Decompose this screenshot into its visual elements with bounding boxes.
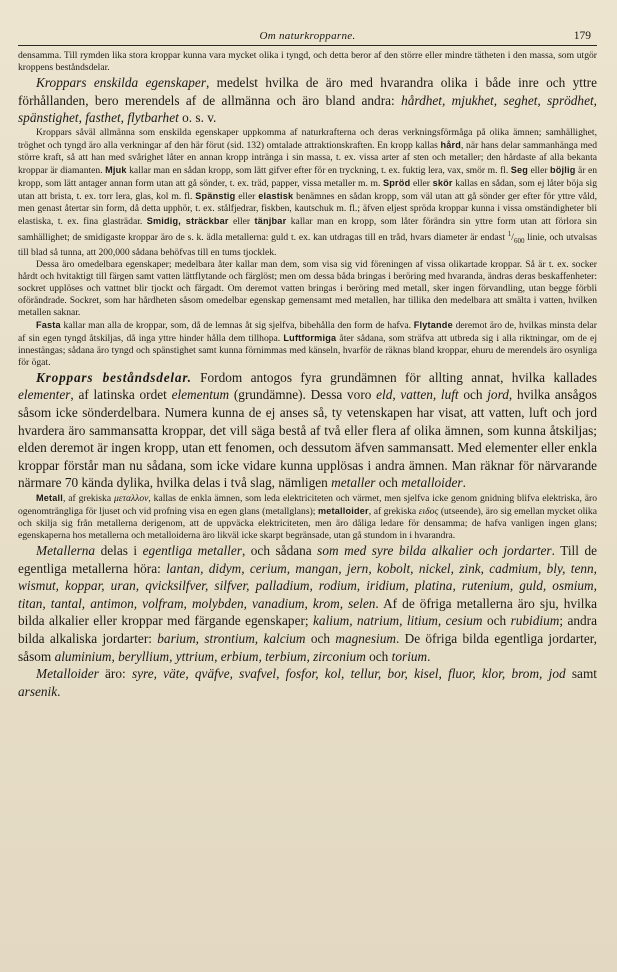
spaced-term: Smidig, sträckbar	[146, 215, 229, 226]
text-run: .	[427, 648, 431, 664]
text-run: . Till de egentliga metallerna höra:	[18, 543, 597, 576]
text-run: och	[365, 648, 392, 664]
italic-text: metalloider	[401, 475, 463, 491]
text-run: , kallas de enkla ämnen, som leda elektriciteten och värmet, men sjelfva icke genom gnidning blifva elektriska, äro ogenomträngliga för ljuset och vid profning visa en egen glans (metallglans);	[18, 493, 597, 518]
page-body	[18, 50, 597, 700]
text-run: , och sådana	[241, 543, 318, 559]
paragraph	[18, 492, 597, 542]
italic-text: magnesium	[335, 631, 396, 646]
text-run: samt	[565, 666, 597, 682]
text-run: /	[511, 231, 514, 243]
spaced-term: Metall	[36, 493, 64, 504]
text-run: 1	[507, 229, 512, 238]
text-run: eller	[410, 177, 433, 189]
italic-text: elementum	[171, 387, 230, 403]
italic-text: kalium, natrium, litium, cesium	[313, 613, 483, 629]
text-run: kallar man en kropp, som låter förändra sin yttre form utan att förlora sin samhällighet; de smidigaste kroppar äro de s. k. ädla metallerna: guld t. ex. kan utdragas till en tråd, hvars diameter är endast	[18, 215, 597, 243]
text-run: , af grekiska	[63, 493, 114, 505]
italic-text: ειδος	[418, 506, 439, 518]
text-run: (utseende), äro sig emellan mycket olika och skilja sig från metallerna derigenom, att de uppväcka elektriciteten, men äro dåliga ledare för densamma; de hafva vanligen ingen glans; egenskaperna hos metallerna och metalloiderna äro likväl icke skarpt begränsade, utan gå stundom in i hvarandra.	[18, 506, 597, 542]
paragraph	[18, 50, 597, 74]
italic-text: arsenik	[18, 683, 58, 699]
italic-text: Metallerna	[36, 543, 96, 559]
spaced-term: Luftformiga	[283, 332, 337, 343]
text-run: o. s. v.	[178, 110, 217, 126]
text-run: kallas en sådan, som ej låter böja sig utan att brista, t. ex. torr lera, glas, kol m. fl.	[18, 177, 597, 202]
spaced-term: Spänstig	[195, 190, 236, 201]
paragraph	[18, 127, 597, 259]
text-run: och	[375, 475, 402, 491]
italic-text: barium, strontium, kalcium	[157, 631, 306, 646]
text-run: Dessa äro omedelbara egenskaper; medelbara åter kallar man dem, som visa sig vid föreningen af vissa olikartade kroppar. Så är t. ex. socker hårdt och hvitaktigt till färgen samt vatten lättflytande och färglöst; men om dessa båda bringas i beröring med hvaranda, ändras deras beskaffenheter: sockret upplöses och vattnet blir tjockt och färgadt. Om deremot vatten bringas i beröring med metall, sker ingen förvandling, utan begge förbli oförändrade. Sockret, som har hårdheten såsom omedelbar egenskap gemensamt med metallen, har tillika den medelbara att smälta i vatten, hvilken metallen saknar.	[18, 258, 597, 318]
text-run: , medelst hvilka de äro med hvarandra olika i både inre och yttre förhållanden, bero merendels af de allmänna och äro bland andra:	[18, 75, 597, 108]
paragraph	[18, 665, 597, 700]
italic-text: jord	[487, 387, 509, 403]
text-run: , hvilka ansågos såsom icke sönderdelbara. Numera kunna de ej anses så, ty vetenskapen har visat, att vatten, luft och jord hvardera äro sammansatta kroppar, det vill säga bestå af två eller flera af olika ämnen, som kunna åtskiljas; elden deremot är ingen kropp, utan ett fenomen, och dessutom äfven sammansatt. Med elementer eller enkla kroppar förstår man nu sådana, som icke vidare kunna upplösas i andra ämnen. Man räknar för närvarande närmare 70 kända dylika, hvilka delas i två slag, nämligen	[18, 387, 597, 491]
text-run: 600	[513, 236, 525, 245]
spaced-term: Fasta	[36, 319, 61, 330]
text-run: äro:	[98, 666, 132, 682]
text-run: eller	[228, 215, 255, 227]
spaced-term: hård	[440, 139, 462, 150]
italic-text: egentliga metaller	[142, 543, 242, 559]
italic-text: Kroppars enskilda egenskaper	[36, 75, 206, 90]
spaced-term: elastisk	[258, 190, 294, 201]
running-title: Om naturkropparne.	[259, 30, 356, 42]
text-run: .	[462, 475, 466, 491]
italic-text: μεταλλον	[113, 493, 149, 505]
spaced-term: Mjuk	[105, 164, 127, 175]
text-run: . Af de öfriga metallerna äro sju, hvilka bilda alkalier eller kroppar med färgande egenskaper;	[18, 595, 598, 629]
text-run: kallar man en sådan kropp, som lätt gifver efter för en tryckning, t. ex. fuktig lera, vax, smör m. fl.	[126, 164, 511, 176]
spaced-term: Spröd	[383, 177, 411, 188]
spaced-term: tänjbar	[254, 215, 287, 226]
page-header	[18, 30, 597, 44]
italic-text: eld, vatten, luft	[376, 387, 459, 403]
italic-text: som med syre bilda alkalier och jordarter	[317, 543, 552, 559]
text-run: åter sådana, som sträfva att utbreda sig i alla riktningar, om de ej innestängas; sådana äro tyngd och spänstighet samt kunna förnimmas med känseln, hvarför de räknas bland kroppar, ehuru de merendels äro osynliga för ögat.	[18, 332, 597, 368]
text-run: och	[458, 387, 488, 403]
text-run: linie, och utvalsas till blad så tunna, att 200,000 sådana behöfvas till en tums tjocklek.	[18, 231, 598, 258]
text-run: och	[482, 613, 511, 629]
paragraph	[18, 74, 597, 127]
paragraph	[18, 259, 597, 319]
italic-text: hårdhet, mjukhet, seghet, sprödhet, spänstighet, fasthet, flytbarhet	[18, 92, 597, 126]
header-rule	[18, 45, 597, 46]
text-run: benämnes en sådan kropp, som väl utan att gå sönder ger efter för yttre våld, men genast återtar sin form, då detta upphör, t. ex. stålfjedrar, fiskben, kautschuk m. fl.; äfven eljest spröda kroppar kunna i vissa omständigheter bli elastiska, t. ex. fina glasträdar.	[18, 190, 597, 227]
spaced-term: böjlig	[550, 164, 576, 175]
spaced-term: Seg	[510, 164, 529, 175]
italic-text: aluminium, beryllium, yttrium, erbium, terbium, zirconium	[54, 648, 366, 664]
text-run: (grundämne). Dessa voro	[229, 387, 377, 403]
paragraph	[18, 542, 597, 665]
text-run: , när hans delar sammanhänga med större kraft, så att han med svårighet låter en annan kropp intränga i sin massa, t. ex. vissa arter af sten och metaller; den hårdaste af alla bekanta kroppar är diamanten.	[18, 139, 597, 176]
italic-text: rubidium	[510, 613, 560, 629]
italic-text: syre, väte, qväfve, svafvel, fosfor, kol, tellur, bor, kisel, fluor, klor, brom, jod	[131, 666, 566, 682]
italic-text: elementer	[18, 387, 71, 403]
paragraph	[18, 369, 597, 492]
text-run: Kroppars såväl allmänna som enskilda egenskaper uppkomma af naturkrafterna och deras verkningsförmåga på olika ämnen; samhällighet, tröghet och tyngd äro alla verkningar af den här förut (sid. 132) omtalade attraktionskraften. En kropp kallas	[18, 126, 597, 151]
italic-text: metaller	[331, 475, 376, 491]
italic-text: Metalloider	[36, 666, 99, 682]
spaced-term: skör	[432, 177, 453, 188]
paragraph	[18, 319, 597, 369]
text-run: och	[305, 631, 336, 646]
text-run: kallar man alla de kroppar, som, då de lemnas åt sig sjelfva, bibehålla den form de hafva.	[60, 319, 414, 331]
text-run: deremot äro de, hvilkas minsta delar af sin egen tyngd åtskiljas, då inga yttre hinder hålla dem tillhopa.	[18, 319, 598, 344]
spaced-term: Flytande	[413, 319, 453, 330]
text-run: , af grekiska	[368, 506, 419, 518]
text-run: , af latinska ordet	[70, 387, 172, 403]
text-run: Fordom antogos fyra grundämnen för allting annat, hvilka kallades	[191, 369, 598, 385]
text-run: eller	[528, 164, 551, 176]
section-heading: Kroppars beståndsdelar.	[36, 369, 192, 385]
text-run: densamma. Till rymden lika stora kroppar kunna vara mycket olika i tyngd, och detta beror af den större eller mindre tätheten i den massa, som utgör kroppens beståndsdelar.	[18, 50, 597, 73]
text-run: är en kropp, som lätt antager annan form utan att gå sönder, t. ex. träd, papper, vissa metaller m. m.	[18, 164, 598, 189]
text-run: ; andra bilda alkaliska jordarter:	[18, 613, 597, 646]
page-number: 179	[573, 30, 591, 42]
italic-text: lantan, didym, cerium, mangan, jern, kobolt, nickel, zink, cadmium, bly, tenn, wismut, koppar, uran, qvicksilfver, silfver, palladium, rodium, iridium, platina, rutenium, guld, osmium, titan, tantal, antimon, volfram, molybden, vanadium, krom, selen	[18, 560, 597, 611]
text-run: delas i	[95, 543, 143, 559]
italic-text: torium	[391, 648, 428, 664]
text-run: . De öfriga bilda egentliga jordarter, såsom	[18, 631, 597, 664]
spaced-term: metalloider	[317, 506, 369, 517]
text-run: .	[57, 683, 61, 699]
text-run: eller	[235, 190, 259, 202]
